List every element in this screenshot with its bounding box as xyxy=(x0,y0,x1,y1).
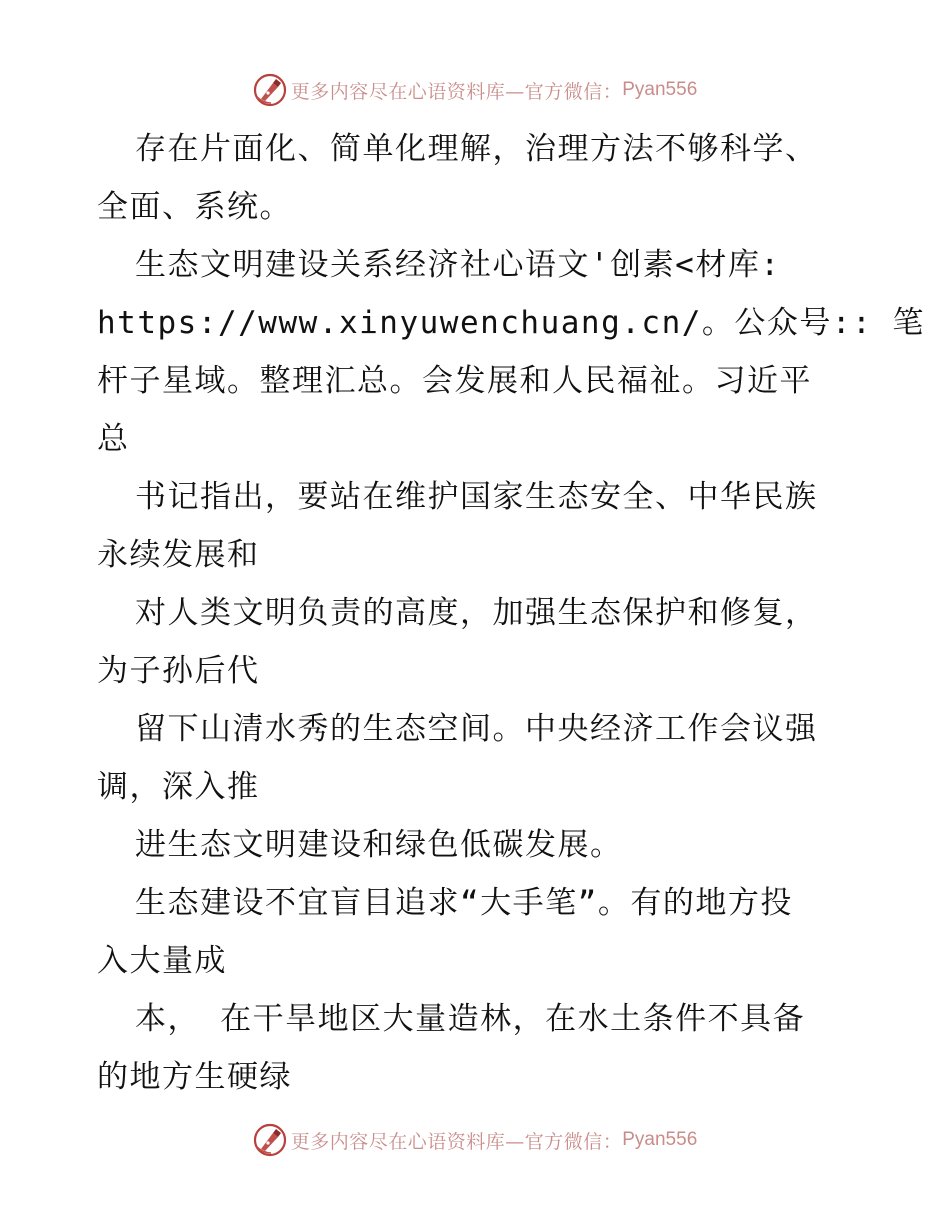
watermark-handle: Pyan556 xyxy=(622,79,698,100)
text-line: 生态文明建设关系经济社心语文'创素<材库: xyxy=(135,247,781,283)
text-line: 总 xyxy=(97,421,130,457)
header-watermark-banner xyxy=(0,70,950,110)
text-line: 对人类文明负责的高度，加强生态保护和修复， xyxy=(135,595,818,631)
text-line: 杆子星域。整理汇总。会发展和人民福祉。习近平 xyxy=(97,363,812,399)
text-line: 调，深入推 xyxy=(97,769,260,805)
text-line: 生态建设不宜盲目追求“大手笔”。有的地方投 xyxy=(135,885,793,921)
text-line: 的地方生硬绿 xyxy=(97,1059,292,1095)
document-body xyxy=(97,120,925,1106)
watermark-handle: Pyan556 xyxy=(622,1129,698,1150)
text-line: 书记指出，要站在维护国家生态安全、中华民族 xyxy=(135,479,818,515)
text-line: 留下山清水秀的生态空间。中央经济工作会议强 xyxy=(135,711,818,747)
text-line: 全面、系统。 xyxy=(97,189,292,225)
text-line: 入大量成 xyxy=(97,943,227,979)
text-line: 本， 在干旱地区大量造林，在水土条件不具备 xyxy=(135,1001,806,1037)
text-line: https://www.xinyuwenchuang.cn/。公众号:: 笔 xyxy=(97,305,925,341)
text-line: 为子孙后代 xyxy=(97,653,260,689)
text-line: 永续发展和 xyxy=(97,537,260,573)
watermark-text: 更多内容尽在心语资料库—官方微信： xyxy=(290,1130,623,1153)
watermark-text: 更多内容尽在心语资料库—官方微信： xyxy=(290,80,623,103)
footer-watermark-banner xyxy=(0,1120,950,1160)
pen-nib-logo-icon xyxy=(253,1123,287,1157)
text-line: 进生态文明建设和绿色低碳发展。 xyxy=(135,827,623,863)
pen-nib-logo-icon xyxy=(253,73,287,107)
text-line: 存在片面化、简单化理解，治理方法不够科学、 xyxy=(135,131,818,167)
